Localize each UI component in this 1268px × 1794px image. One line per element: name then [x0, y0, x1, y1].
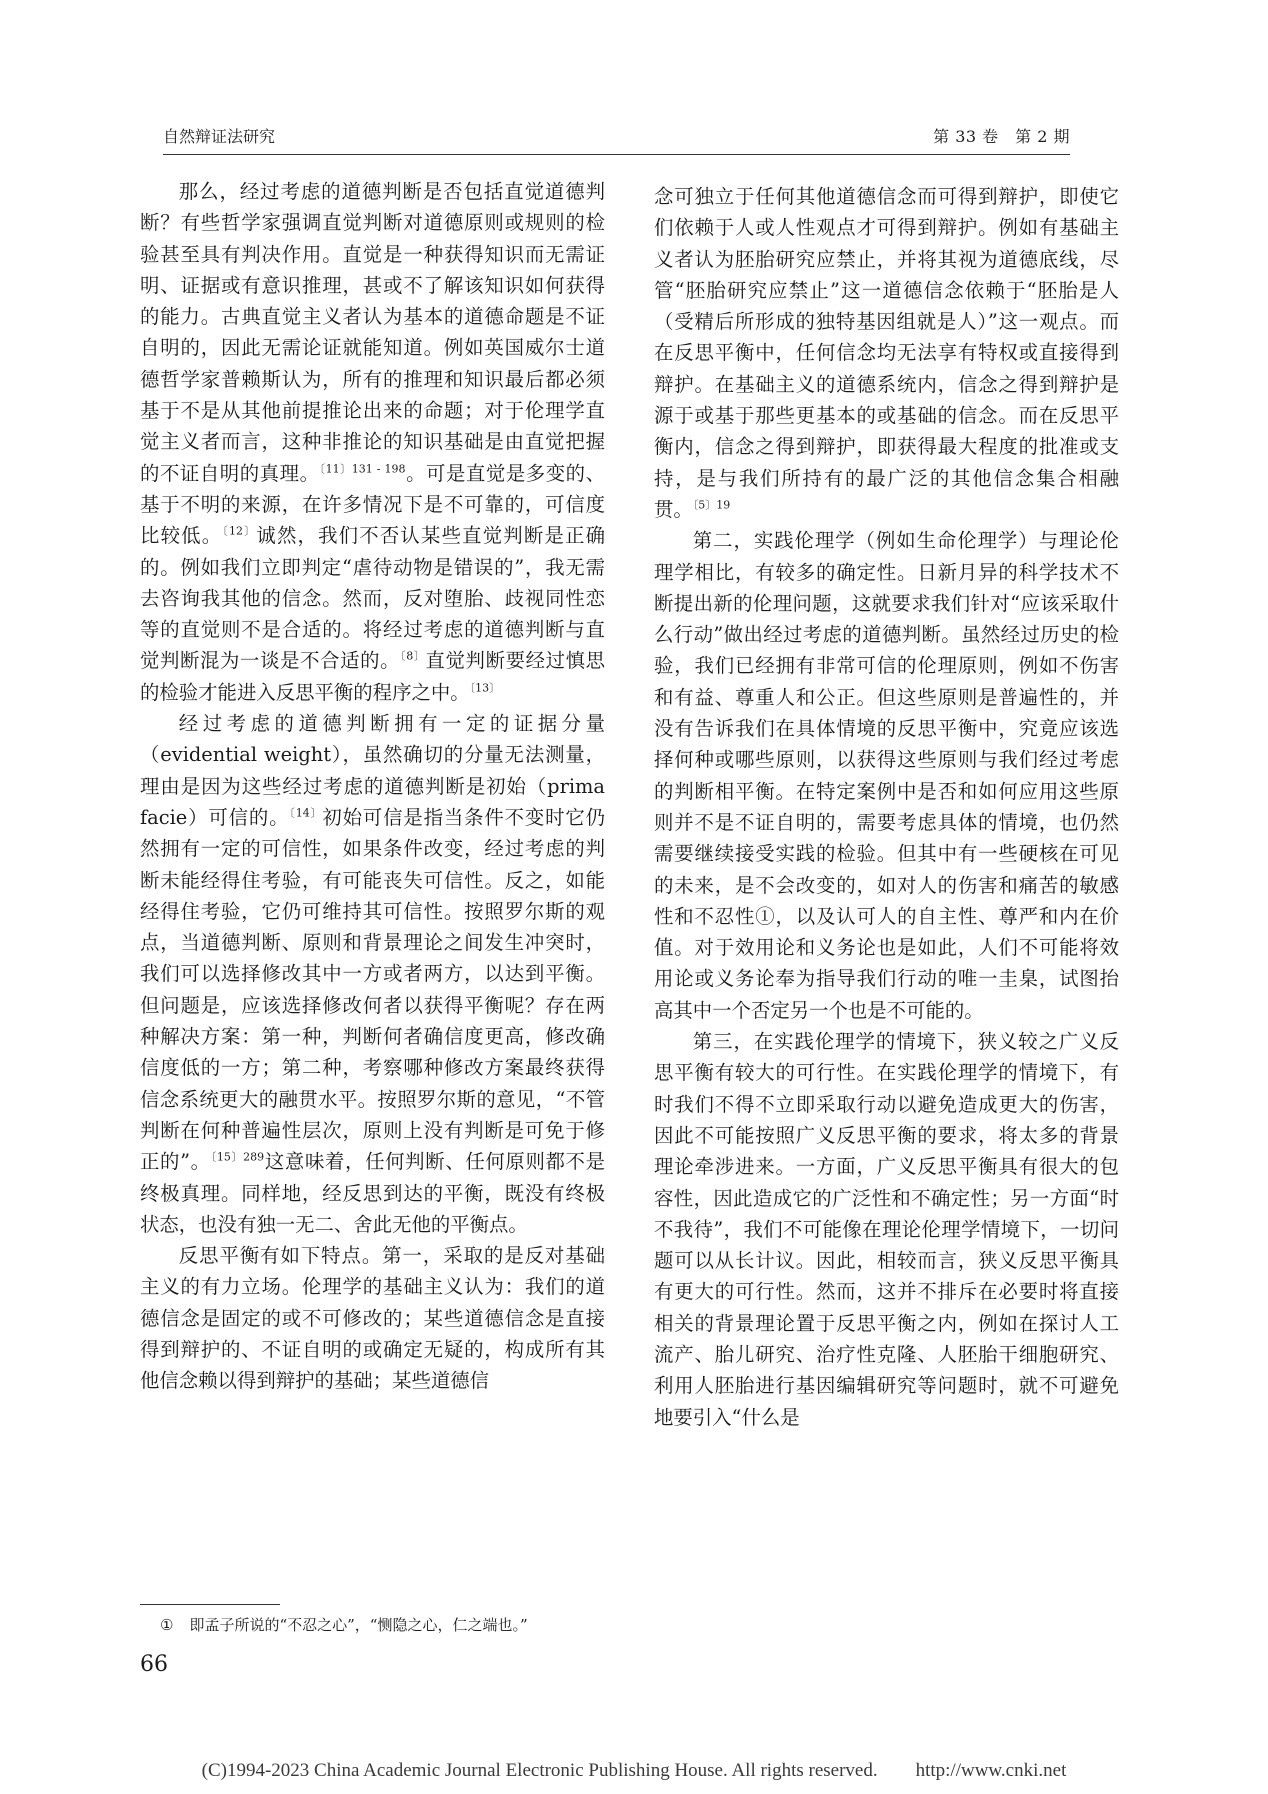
text-run: 直觉判断要经过慎思的检验才能进入反思平衡的程序之中。 — [140, 649, 606, 704]
footnote — [160, 1614, 528, 1635]
right-column — [654, 181, 1119, 1433]
text-run: ，以及认可人的自主性、尊严和内在价值。对于效用论和义务论也是如此，人们不可能将效用论或义务论奉为指导我们行动的唯一圭臬，试图抬高其中一个否定另一个也是不可能的。 — [654, 904, 1120, 1022]
text-run: 这意味着，任何判断、任何原则都不是终极真理。同样地，经反思到达的平衡，既没有终极状态，也没有独一无二、舍此无他的平衡点。 — [140, 1150, 605, 1236]
citation: 〔12〕 — [222, 524, 257, 538]
citation: 〔11〕131 - 198 — [319, 462, 406, 476]
text-run: 第二，实践伦理学（例如生命伦理学）与理论伦理学相比，有较多的确定性。日新月异的科学技术不断提出新的伦理问题，这就要求我们针对“应该采取什么行动”做出经过考虑的道德判断。虽然经过历史的检验，我们已经拥有非常可信的伦理原则，例如不伤害和有益、尊重人和公正。但这些原则是普遍性的，并没有告诉我们在具体情境的反思平衡中，究竟应该选择何种或哪些原则，以获得这些原则与我们经过考虑的判断相平衡。在特定案例中是否和如何应用这些原则并不是不证自明的，需要考虑具体的情境，也仍然需要继续接受实践的检验。但其中有一些硬核在可见的未来，是不会改变的，如对人的伤害和痛苦的敏感性和不忍性 — [654, 529, 1119, 928]
paragraph — [140, 708, 605, 1240]
page-number: 66 — [140, 1652, 168, 1677]
copyright-notice: (C)1994-2023 China Academic Journal Electronic Publishing House. All rights reserved. http://www.cnki.net — [201, 1760, 1067, 1781]
citation: 〔14〕 — [289, 806, 323, 820]
journal-title: 自然辩证法研究 — [163, 127, 276, 146]
text-run: 念可独立于任何其他道德信念而可得到辩护，即使它们依赖于人或人性观点才可得到辩护。例如有基础主义者认为胚胎研究应禁止，并将其视为道德底线，尽管“胚胎研究应禁止”这一道德信念依赖于“胚胎是人（受精后所形成的独特基因组就是人）”这一观点。而在反思平衡中，任何信念均无法享有特权或直接得到辩护。在基础主义的道德系统内，信念之得到辩护是源于或基于那些更基本的或基础的信念。而在反思平衡内，信念之得到辩护，即获得最大程度的批准或支持，是与我们所持有的最广泛的其他信念集合相融贯。 — [654, 185, 1119, 521]
footnote-rule — [140, 1604, 280, 1605]
issue-label: 第 33 卷 第 2 期 — [933, 127, 1070, 146]
text-run: 初始可信是指当条件不变时它仍然拥有一定的可信性，如果条件改变，经过考虑的判断未能经得住考验，有可能丧失可信性。反之，如能经得住考验，它仍可维持其可信性。按照罗尔斯的观点，当道德判断、原则和背景理论之间发生冲突时，我们可以选择修改其中一方或者两方，以达到平衡。但问题是，应该选择修改何者以获得平衡呢？存在两种解决方案：第一种，判断何者确信度更高，修改确信度低的一方；第二种，考察哪种修改方案最终获得信念系统更大的融贯水平。按照罗尔斯的意见，“不管判断在何种普遍性层次，原则上没有判断是可免于修正的”。 — [140, 805, 605, 1174]
paragraph — [654, 525, 1119, 1026]
left-column — [140, 176, 605, 1397]
text-run: 诚然，我们不否认某些直觉判断是正确的。例如我们立即判定“虐待动物是错误的”，我无需去咨询我其他的信念。然而，反对堕胎、歧视同性恋等的直觉则不是合适的。将经过考虑的道德判断与直觉判断混为一谈是不合适的。 — [140, 524, 606, 673]
paragraph — [654, 181, 1119, 525]
header-rule — [163, 154, 1070, 155]
text-run: 那么，经过考虑的道德判断是否包括直觉道德判断？有些哲学家强调直觉判断对道德原则或规则的检验甚至具有判决作用。直觉是一种获得知识而无需证明、证据或有意识推理，甚或不了解该知识如何获得的能力。古典直觉主义者认为基本的道德命题是不证自明的，因此无需论证就能知道。例如英国威尔士道德哲学家普赖斯认为，所有的推理和知识最后都必须基于不是从其他前提推论出来的命题；对于伦理学直觉主义者而言，这种非推论的知识基础是由直觉把握的不证自明的真理。 — [140, 180, 605, 485]
text-run: 经过考虑的道德判断拥有一定的证据分量（evidential weight），虽然确切的分量无法测量，理由是因为这些经过考虑的道德判断是初始（prima facie）可信的。 — [140, 712, 605, 829]
citation: 〔8〕 — [400, 649, 426, 663]
citation: 〔15〕289 — [210, 1150, 265, 1164]
running-header — [163, 124, 1070, 156]
citation: 〔5〕19 — [692, 498, 731, 512]
paragraph: 第三，在实践伦理学的情境下，狭义较之广义反思平衡有较大的可行性。在实践伦理学的情境下，有时我们不得不立即采取行动以避免造成更大的伤害，因此不可能按照广义反思平衡的要求，将太多的背景理论牵涉进来。一方面，广义反思平衡具有很大的包容性，因此造成它的广泛性和不确定性；另一方面“时不我待”，我们不可能像在理论伦理学情境下，一切问题可以从长计议。因此，相较而言，狭义反思平衡具有更大的可行性。然而，这并不排斥在必要时将直接相关的背景理论置于反思平衡之内，例如在探讨人工流产、胎儿研究、治疗性克隆、人胚胎干细胞研究、利用人胚胎进行基因编辑研究等问题时，就不可避免地要引入“什么是 — [654, 1030, 1119, 1429]
footnote-text: 即孟子所说的“不忍之心”，“恻隐之心，仁之端也。” — [189, 1616, 528, 1634]
paragraph — [140, 176, 605, 708]
footnote-reference[interactable]: ① — [755, 904, 776, 928]
citation: 〔13〕 — [469, 681, 501, 695]
footnote-mark: ① — [160, 1616, 174, 1634]
text-run: 。可是直觉是多变的、基于不明的来源，在许多情况下是不可靠的，可信度比较低。 — [140, 461, 606, 548]
paragraph: 反思平衡有如下特点。第一，采取的是反对基础主义的有力立场。伦理学的基础主义认为：我们的道德信念是固定的或不可修改的；某些道德信念是直接得到辩护的、不证自明的或确定无疑的，构成所有其他信念赖以得到辩护的基础；某些道德信 — [140, 1244, 605, 1393]
